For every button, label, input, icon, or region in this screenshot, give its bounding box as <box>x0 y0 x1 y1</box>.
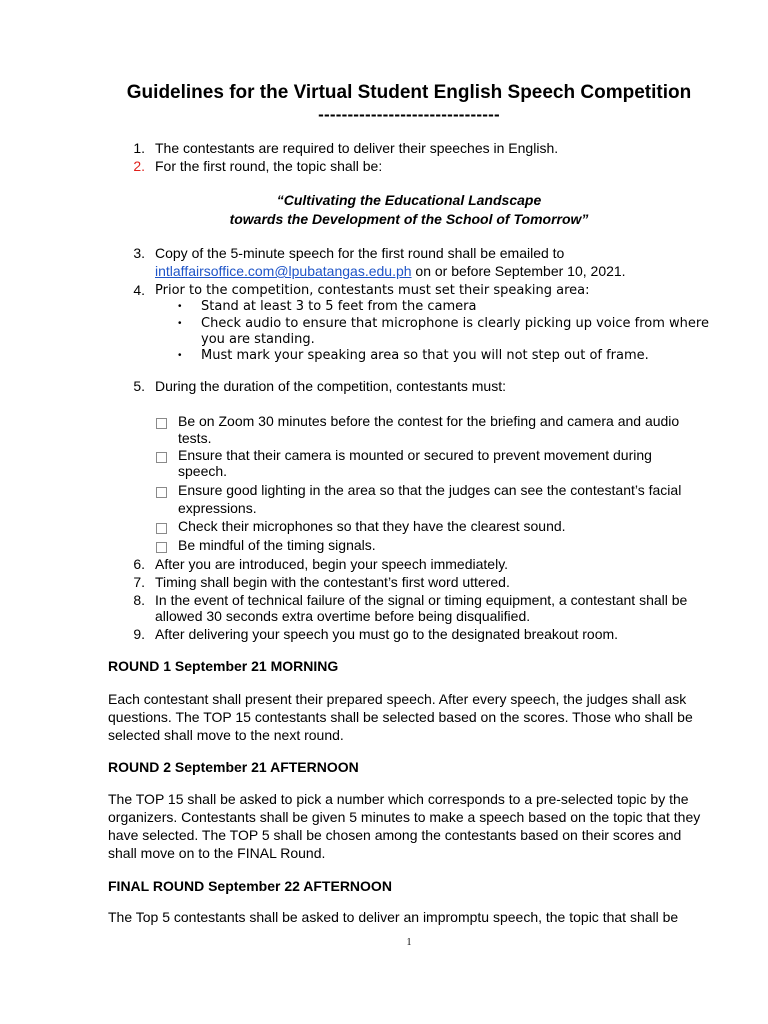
item-number-1: 1. <box>133 140 145 156</box>
round-1-line-2: questions. The TOP 15 contestants shall be selected based on the scores. Those who shall be <box>108 709 693 725</box>
item-number-2: 2. <box>133 158 145 174</box>
bullet-icon: • <box>178 301 182 312</box>
item-6-text: After you are introduced, begin your speech immediately. <box>155 556 509 572</box>
round-2-line-2: organizers. Contestants shall be given 5 minutes to make a speech based on the topic that they <box>108 809 701 825</box>
requirement-3: Ensure good lighting in the area so that the judges can see the contestant’s facial <box>178 482 682 498</box>
round-1-line-3: selected shall move to the next round. <box>108 727 344 743</box>
item-7-text: Timing shall begin with the contestant’s first word uttered. <box>155 574 510 590</box>
requirement-1: Be on Zoom 30 minutes before the contest for the briefing and camera and audio <box>178 413 680 429</box>
checkbox-icon <box>156 523 167 534</box>
round-2-heading: ROUND 2 September 21 AFTERNOON <box>108 759 359 775</box>
item-8-text: In the event of technical failure of the signal or timing equipment, a contestant shall be <box>155 592 688 608</box>
requirement-3-cont: expressions. <box>178 500 257 516</box>
topic-quote-line-2: towards the Development of the School of Tomorrow” <box>229 211 589 227</box>
requirement-2-cont: speech. <box>178 463 228 479</box>
item-9-text: After delivering your speech you must go to the designated breakout room. <box>155 626 619 642</box>
topic-quote-line-1: “Cultivating the Educational Landscape <box>276 192 542 208</box>
item-5-text: During the duration of the competition, contestants must: <box>155 378 506 394</box>
item-number-9: 9. <box>133 626 145 642</box>
document-title: Guidelines for the Virtual Student English Speech Competition <box>126 82 692 103</box>
email-link[interactable]: intlaffairsoffice.com@lpubatangas.edu.ph <box>155 263 412 279</box>
item-number-3: 3. <box>133 245 145 261</box>
item-1-text: The contestants are required to deliver their speeches in English. <box>155 140 559 156</box>
title-underline: ------------------------------- <box>318 105 500 124</box>
page-number: 1 <box>406 937 412 948</box>
requirement-1-cont: tests. <box>178 430 212 446</box>
item-3-line-2 <box>155 263 626 280</box>
item-3-deadline: on or before September 10, 2021. <box>411 263 626 279</box>
checkbox-icon <box>156 487 167 498</box>
round-2-line-3: have selected. The TOP 5 shall be chosen among the contestants based on their scores and <box>108 827 682 843</box>
item-2-text: For the first round, the topic shall be: <box>155 158 383 174</box>
item-number-4: 4. <box>133 282 145 298</box>
item-8-cont: allowed 30 seconds extra overtime before being disqualified. <box>155 608 531 624</box>
requirement-5: Be mindful of the timing signals. <box>178 537 376 553</box>
item-3-text: Copy of the 5-minute speech for the first round shall be emailed to <box>155 245 565 261</box>
final-round-line-1: The Top 5 contestants shall be asked to deliver an impromptu speech, the topic that shall be <box>108 909 679 925</box>
checkbox-icon <box>156 452 167 463</box>
final-round-heading: FINAL ROUND September 22 AFTERNOON <box>108 878 392 894</box>
item-4-text: Prior to the competition, contestants must set their speaking area: <box>155 283 590 298</box>
speaking-area-bullet-2-cont: you are standing. <box>201 332 315 347</box>
speaking-area-bullet-2: Check audio to ensure that microphone is clearly picking up voice from where <box>201 316 709 331</box>
round-2-line-4: shall move on to the FINAL Round. <box>108 845 326 861</box>
bullet-icon: • <box>178 318 182 329</box>
item-number-8: 8. <box>133 592 145 608</box>
checkbox-icon <box>156 418 167 429</box>
item-number-6: 6. <box>133 556 145 572</box>
speaking-area-bullet-3: Must mark your speaking area so that you will not step out of frame. <box>201 348 649 363</box>
bullet-icon: • <box>178 350 182 361</box>
round-1-line-1: Each contestant shall present their prepared speech. After every speech, the judges shall ask <box>108 691 687 707</box>
round-1-heading: ROUND 1 September 21 MORNING <box>108 658 339 674</box>
requirement-4: Check their microphones so that they have the clearest sound. <box>178 518 566 534</box>
speaking-area-bullet-1: Stand at least 3 to 5 feet from the camera <box>201 299 477 314</box>
requirement-2: Ensure that their camera is mounted or secured to prevent movement during <box>178 447 652 463</box>
item-number-5: 5. <box>133 378 145 394</box>
item-number-7: 7. <box>133 574 145 590</box>
checkbox-icon <box>156 542 167 553</box>
round-2-line-1: The TOP 15 shall be asked to pick a number which corresponds to a pre-selected topic by the <box>108 791 689 807</box>
